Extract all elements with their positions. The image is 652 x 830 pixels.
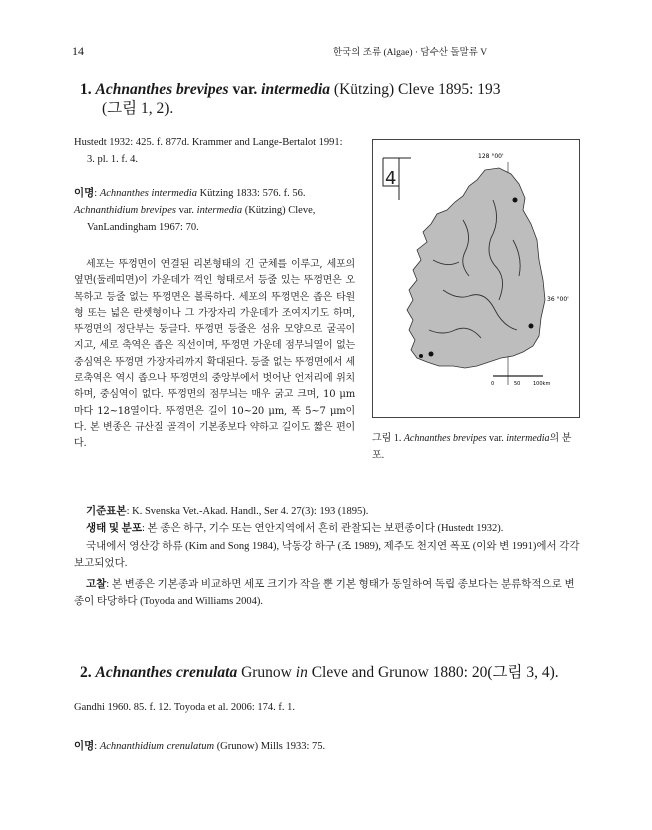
species-2-synonyms: 이명: Achnanthidium crenulatum (Grunow) Mills 1933: 75. <box>74 741 326 752</box>
caption-suffix: 의 분포. <box>372 433 572 461</box>
distribution-map <box>372 139 580 418</box>
record-point <box>513 198 518 203</box>
species-2-genus: Achnanthes <box>95 664 173 681</box>
species-2-synonym-name: Achnanthidium crenulatum <box>99 741 215 752</box>
remarks-label: 고찰 <box>86 578 107 590</box>
synonym-line-1: 이명: Achnanthes intermedia Kützing 1833: 576. f. 56. <box>74 188 306 199</box>
synonym-2-author: (Kützing) Cleve, VanLandingham 1967: 70. <box>87 205 316 233</box>
species-1-variety: intermedia <box>261 81 331 98</box>
map-number-label: 4 <box>385 168 397 189</box>
species-1-notes <box>74 503 582 610</box>
running-title: 한국의 조류 (Algae) · 담수산 돌말류 V <box>332 48 488 58</box>
species-2-in: in <box>295 664 308 681</box>
ecology <box>74 520 582 537</box>
type-specimen <box>74 503 582 520</box>
species-1-description <box>74 257 355 453</box>
remarks <box>74 576 582 611</box>
species-2-author2: Cleve and Grunow 1880: 20 <box>311 664 488 681</box>
scale-label-100km: 100km <box>533 381 551 387</box>
type-label: 기준표본 <box>86 506 127 517</box>
synonym-1-name: Achnanthes intermedia <box>99 188 197 199</box>
synonym-2-rank: var. <box>178 205 195 216</box>
synonym-2-genus: Achnanthidium brevipes <box>74 205 176 216</box>
figure-1-caption <box>372 430 580 464</box>
record-point <box>419 354 423 358</box>
species-1-synonyms <box>74 185 354 236</box>
species-1-figure-ref: (그림 1, 2). <box>102 100 174 117</box>
species-1-references <box>74 134 344 168</box>
species-1-rank: var. <box>232 81 258 98</box>
species-1-epithet: brevipes <box>176 81 229 98</box>
ecology-text: : 본 종은 하구, 기수 또는 연안지역에서 흔히 관찰되는 보편종이다 (Hustedt 1932). <box>141 523 504 535</box>
korea-map-svg <box>373 140 579 417</box>
species-2-figure-ref: (그림 3, 4). <box>487 664 559 681</box>
latitude-label: 36 °00' <box>547 296 569 303</box>
distribution: 국내에서 영산강 하류 (Kim and Song 1984), 낙동강 하구 (조 1989), 제주도 천지연 폭포 (이와 변 1991)에서 각각 보고되었다. <box>74 540 580 570</box>
species-2-synonym-author: (Grunow) Mills 1933: 75. <box>216 741 326 752</box>
caption-taxon: Achnanthes brevipes <box>403 433 487 444</box>
synonyms-label-2: 이명 <box>74 741 95 752</box>
longitude-label: 128 °00' <box>478 153 504 160</box>
species-2-references: Gandhi 1960. 85. f. 12. Toyoda et al. 2006: 174. f. 1. <box>74 702 296 713</box>
species-2-number: 2. <box>80 664 92 681</box>
remarks-text: : 본 변종은 기본종과 비교하면 세포 크기가 작을 뿐 기본 형태가 동일하여 독립 종보다는 분류학적으로 변종이 타당하다 (Toyoda and Williams 2004). <box>74 578 575 608</box>
record-point <box>429 352 434 357</box>
synonym-2-variety: intermedia <box>196 205 243 216</box>
species-1-number: 1. <box>80 81 92 98</box>
scale-label-50: 50 <box>514 381 521 387</box>
species-2-heading <box>80 660 600 682</box>
species-1-heading <box>80 80 600 118</box>
description-paragraph: 세포는 뚜껑면이 연결된 리본형태의 긴 군체를 이루고, 세포의 옆면(둘레띠면)이 가운데가 꺽인 형태로서 등줄 있는 뚜껑면은 오목하고 등줄 없는 뚜껑면은 볼록하다. 세포의 뚜껑면은 좁은 타원형 또는 넓은 란셋형이나 그 가장자리 가운데가 조여지기도 하며, 뚜껑면의 정단부는 둥글다. 뚜껑면 등줄은 섬유 모양으로 굴곡이 지고, 세로 축역은 좁은 직선이며, 뚜껑면 가운데 점무늬열이 없는 중심역은 뚜껑면 가장자리까지 확대된다. 등줄 없는 뚜껑면에서 세로축역은 역시 좁으나 뚜껑면의 중앙부에서 벗어난 언저리에 위치하며, 중심역이 없다. 뚜껑면의 점무늬는 매우 굵고 크며, 10 μm 마다 12~18열이다. 뚜껑면은 길이 10~20 μm, 폭 5~7 μm이다. 본 변종은 규산질 골격이 기본종보다 약하고 길이도 짧은 편이다. <box>74 259 355 450</box>
species-2-author1: Grunow <box>241 664 292 681</box>
page-number: 14 <box>72 44 84 58</box>
caption-prefix: 그림 1. <box>372 433 402 444</box>
record-point <box>529 324 534 329</box>
reference-line: Hustedt 1932: 425. f. 877d. Krammer and Lange-Bertalot 1991: 3. pl. 1. f. 4. <box>74 137 343 165</box>
korea-landmass <box>407 168 545 368</box>
type-text: : K. Svenska Vet.-Akad. Handl., Ser 4. 27(3): 193 (1895). <box>126 506 369 517</box>
species-1-author: (Kützing) Cleve 1895: 193 <box>333 81 501 98</box>
species-2-epithet: crenulata <box>176 664 238 681</box>
scale-label-0: 0 <box>491 381 495 387</box>
synonym-1-author: Kützing 1833: 576. f. 56. <box>199 188 306 199</box>
species-1-genus: Achnanthes <box>95 81 173 98</box>
caption-variety: intermedia <box>506 433 550 444</box>
caption-rank: var. <box>489 433 504 444</box>
synonyms-label: 이명 <box>74 188 95 199</box>
ecology-label: 생태 및 분포 <box>86 523 142 535</box>
synonym-line-2 <box>74 202 354 236</box>
